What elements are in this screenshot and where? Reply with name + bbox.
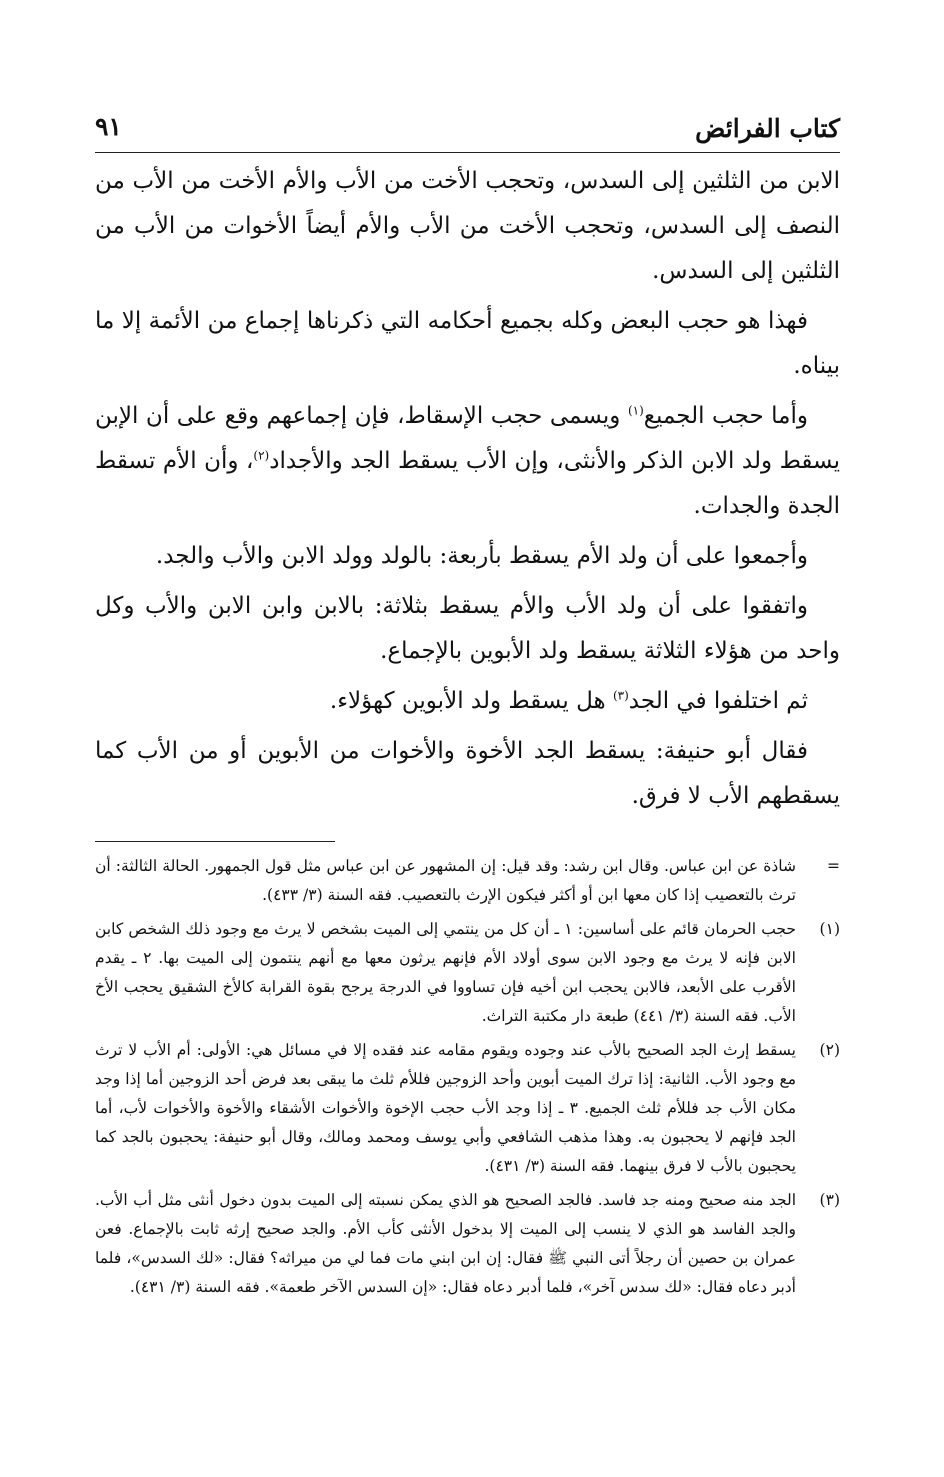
footnote bbox=[95, 852, 840, 910]
footnote-text: الجد منه صحيح ومنه جد فاسد. فالجد الصحيح هو الذي يمكن نسبته إلى الميت بدون دخول أنثى مثل أب الأب. والجد الفاسد هو الذي لا ينسب إلى الميت إلا بدخول الأنثى كأب الأم. والجد صحيح إرثه ثابت بالإجماع. فعن عمران بن حصين أن رجلاً أتى النبي ﷺ فقال: إن ابن ابني مات فما لي من ميراثه؟ فقال: «لك السدس»، فلما أدبر دعاه فقال: «لك سدس آخر»، فلما أدبر دعاه فقال: «إن السدس الآخر طعمة». فقه السنة (٣/ ٤٣١). bbox=[95, 1191, 796, 1296]
paragraph-text: ويسمى حجب الإسقاط، فإن إجماعهم وقع على أن الإبن يسقط ولد الابن الذكر والأنثى، وإن الأب يسقط الجد والأجداد bbox=[95, 403, 840, 474]
paragraph bbox=[95, 299, 840, 389]
footnote bbox=[95, 1036, 840, 1181]
page-header bbox=[95, 112, 840, 153]
paragraph bbox=[95, 729, 840, 819]
paragraph bbox=[95, 534, 840, 579]
footnote bbox=[95, 915, 840, 1031]
paragraph-text: ، وأن الأم تسقط الجدة والجدات. bbox=[95, 448, 840, 519]
paragraph-text: الابن من الثلثين إلى السدس، وتحجب الأخت من الأب والأم الأخت من الأب من النصف إلى السدس، وتحجب الأخت من الأب والأم أيضاً الأخوات من الأب من الثلثين إلى السدس. bbox=[95, 168, 840, 284]
footnote-ref[interactable]: (١) bbox=[627, 403, 644, 418]
footnote-ref[interactable]: (٢) bbox=[253, 448, 270, 463]
paragraph-text: فهذا هو حجب البعض وكله بجميع أحكامه التي ذكرناها إجماع من الأئمة إلا ما بيناه. bbox=[95, 308, 840, 379]
footnote-divider bbox=[95, 841, 335, 842]
footnote-ref[interactable]: (٣) bbox=[612, 688, 629, 703]
paragraph-text: هل يسقط ولد الأبوين كهؤلاء. bbox=[329, 688, 613, 714]
chapter-title: كتاب الفرائض bbox=[695, 114, 840, 143]
paragraph-text: وأما حجب الجميع bbox=[643, 403, 809, 429]
paragraph-text: ثم اختلفوا في الجد bbox=[628, 688, 808, 714]
footnote-mark: (٢) bbox=[819, 1041, 840, 1059]
paragraph-text: فقال أبو حنيفة: يسقط الجد الأخوة والأخوات من الأبوين أو من الأب كما يسقطهم الأب لا فرق. bbox=[95, 738, 840, 809]
footnote bbox=[95, 1186, 840, 1302]
footnote-mark: = bbox=[827, 857, 840, 875]
book-page bbox=[95, 112, 840, 1307]
paragraph bbox=[95, 394, 840, 529]
paragraph-text: وأجمعوا على أن ولد الأم يسقط بأربعة: بالولد وولد الابن والأب والجد. bbox=[155, 543, 808, 569]
page-number: ٩١ bbox=[95, 112, 122, 141]
footnote-text: يسقط إرث الجد الصحيح بالأب عند وجوده ويقوم مقامه عند فقده إلا في مسائل هي: الأولى: أم الأب لا ترث مع وجود الأب. الثانية: إذا ترك الميت أبوين وأحد الزوجين فللأم ثلث ما يبقى بعد فرض أحد الزوجين أما إذا وجد مكان الأب جد فللأم ثلث الجميع. ٣ ـ إذا وجد الأب حجب الإخوة والأخوات الأشقاء والأخوة والأخوات لأب، أما الجد فإنهم لا يحجبون به. وهذا مذهب الشافعي وأبي يوسف ومحمد ومالك، وقال أبو حنيفة: يحجبون بالجد كما يحجبون بالأب لا فرق بينهما. فقه السنة (٣/ ٤٣١). bbox=[95, 1041, 796, 1175]
footnote-mark: (١) bbox=[819, 920, 840, 938]
paragraph bbox=[95, 159, 840, 294]
paragraph bbox=[95, 584, 840, 674]
footnote-mark: (٣) bbox=[819, 1191, 840, 1209]
main-text bbox=[95, 159, 840, 819]
paragraph bbox=[95, 679, 840, 724]
footnote-text: شاذة عن ابن عباس. وقال ابن رشد: وقد قيل: إن المشهور عن ابن عباس مثل قول الجمهور. الحالة الثالثة: أن ترث بالتعصيب إذا كان معها ابن أو أكثر فيكون الإرث بالتعصيب. فقه السنة (٣/ ٤٣٣). bbox=[95, 857, 796, 904]
paragraph-text: واتفقوا على أن ولد الأب والأم يسقط بثلاثة: بالابن وابن الابن والأب وكل واحد من هؤلاء الثلاثة يسقط ولد الأبوين بالإجماع. bbox=[95, 593, 840, 664]
footnotes bbox=[95, 852, 840, 1302]
footnote-text: حجب الحرمان قائم على أساسين: ١ ـ أن كل من ينتمي إلى الميت بشخص لا يرث مع وجود ذلك الشخص كابن الابن فإنه لا يرث مع وجود الابن سوى أولاد الأم فإنهم يرثون معها مع أنهم ينتمون إلى الميت بها. ٢ ـ يقدم الأقرب على الأبعد، فالابن يحجب ابن أخيه فإن تساووا في الدرجة يرجح بقوة القرابة كالأخ الشقيق يحجب الأخ الأب. فقه السنة (٣/ ٤٤١) طبعة دار مكتبة التراث. bbox=[95, 920, 796, 1025]
